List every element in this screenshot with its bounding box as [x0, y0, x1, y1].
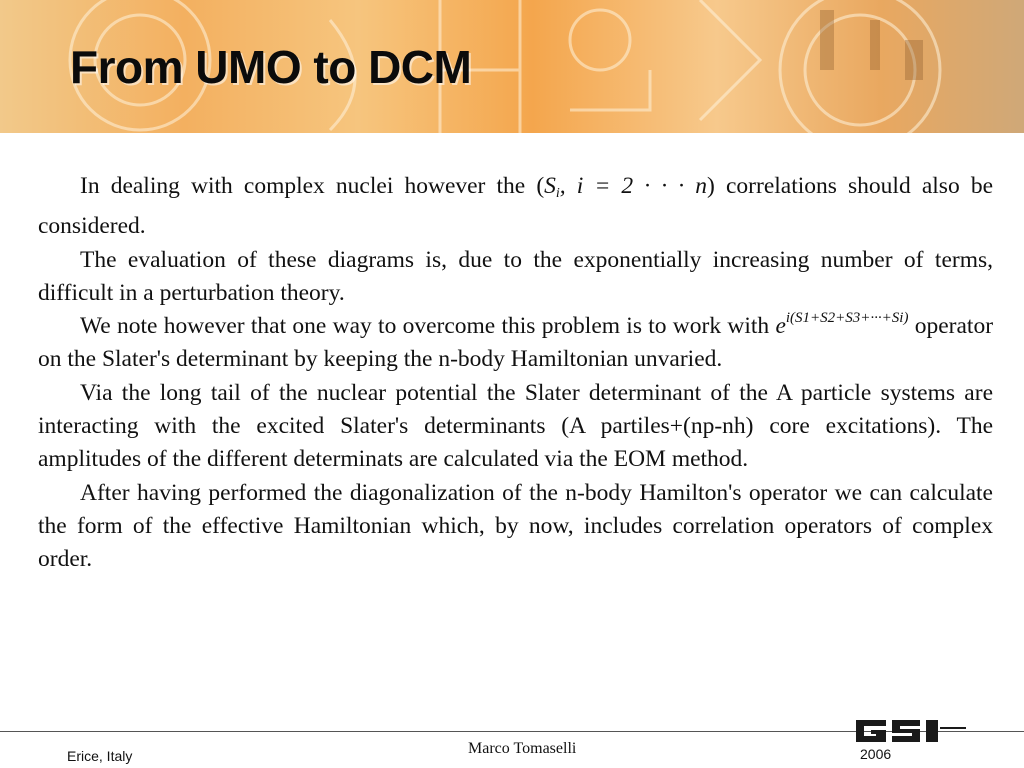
paragraph-5: After having performed the diagonalization of the n-body Hamilton's operator we can calculate the form of the effective Hamiltonian which, by now, includes correlation operators of complex order. [38, 479, 993, 573]
footer-year: 2006 [860, 746, 892, 762]
paragraph-2: The evaluation of these diagrams is, due to the exponentially increasing number of terms, difficult in a perturbation theory. [38, 246, 993, 306]
gsi-logo [856, 718, 966, 744]
footer-location: Erice, Italy [67, 748, 133, 764]
footer-author: Marco Tomaselli [468, 740, 577, 757]
p3-after: operator on the Slater's determinant by keeping the n-body Hamiltonian unvaried. [38, 313, 994, 373]
header-banner [0, 0, 1024, 133]
p3-before: We note however that one way to overcome this problem is to work with [80, 313, 770, 340]
slide-body [38, 170, 993, 577]
p1-s-symbol: S [544, 173, 556, 199]
p1-index-range: , i = 2 · · · n [559, 173, 708, 199]
p1-before: In dealing with complex nuclei however the ( [80, 173, 545, 199]
p3-exp-base: e [775, 313, 786, 340]
paragraph-3 [38, 310, 993, 377]
slide-title: From UMO to DCM [70, 41, 472, 93]
p3-exponent: i(S1+S2+S3+···+Si) [785, 310, 909, 327]
paragraph-1 [38, 170, 993, 244]
p1-after: ) correlations should also be considered. [38, 173, 993, 240]
p1-s-subscript: i [555, 186, 560, 201]
paragraph-4: Via the long tail of the nuclear potential the Slater determinant of the A particle systems are interacting with the excited Slater's determinants (A partiles+(np-nh) core excitations). The amplitudes of the different determinats are calculated via the EOM method. [38, 379, 993, 473]
